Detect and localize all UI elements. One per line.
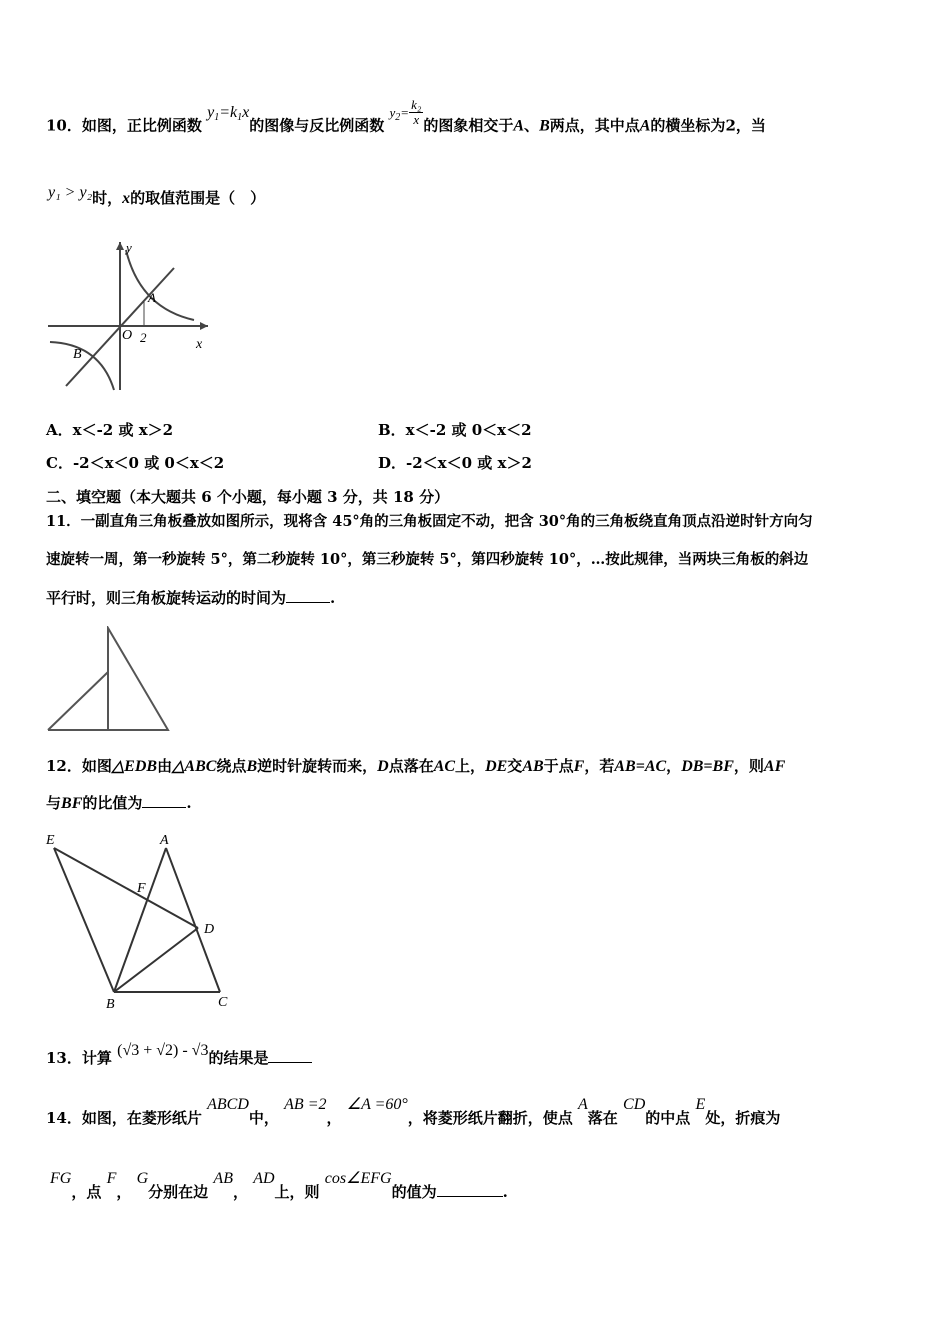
q10-text: 的横坐标为 xyxy=(650,116,726,135)
f1-sub: 1 xyxy=(214,111,220,123)
label-b: B xyxy=(73,347,82,362)
m-cos-efg: cos∠EFG xyxy=(324,1170,392,1187)
m-cd: CD xyxy=(623,1096,646,1113)
period: . xyxy=(186,794,192,812)
m-g: G xyxy=(136,1170,149,1187)
q13-expression: (√3 + √2) - √3 xyxy=(117,1042,209,1059)
m-fg: FG xyxy=(50,1170,72,1187)
m-f: F xyxy=(573,758,585,775)
q14-text: ， xyxy=(116,1183,132,1201)
q14-text: ，点 xyxy=(71,1183,102,1201)
f1-x: x xyxy=(242,103,250,121)
q13-text: 的结果是 xyxy=(208,1049,269,1067)
m-d: D xyxy=(377,758,389,775)
answer-blank[interactable] xyxy=(142,807,186,808)
q10-text: 的取值范围是（ ） xyxy=(130,189,266,207)
option-c[interactable]: C．-2＜x＜0 或 0＜x＜2 xyxy=(46,454,225,472)
q13-text: 13．计算 xyxy=(46,1049,112,1067)
f2-sub: 2 xyxy=(395,111,401,123)
f1-sub2: 1 xyxy=(237,111,243,123)
var-x: x xyxy=(122,190,131,207)
q10-text: 时， xyxy=(92,189,123,207)
label-d: D xyxy=(204,922,215,937)
point-a: A xyxy=(513,117,525,135)
q14-text: ，将菱形纸片翻折，使点 xyxy=(407,1109,573,1127)
q12-text: ， xyxy=(666,757,682,775)
m-f: F xyxy=(106,1170,117,1187)
q10-text: 、 xyxy=(524,116,540,135)
q14-line1 xyxy=(46,1096,781,1129)
m-ad: AD xyxy=(253,1170,275,1187)
period: . xyxy=(330,589,336,607)
q10-text: 两点，其中点 xyxy=(549,116,640,135)
q11-line3 xyxy=(46,588,335,608)
label-c: C xyxy=(218,995,228,1010)
q14-text: 分别在边 xyxy=(148,1183,209,1201)
q12-text: 与 xyxy=(46,794,62,812)
q12-text: 逆时针旋转而来， xyxy=(257,757,378,775)
q10-graph-figure xyxy=(48,238,218,398)
label-a: A xyxy=(148,290,156,305)
point-b: B xyxy=(539,117,550,135)
q14-text: 14．如图，在菱形纸片 xyxy=(46,1109,202,1127)
segment-ac xyxy=(166,848,220,992)
q11-line1: 11．一副直角三角板叠放如图所示，现将含 45°角的三角板固定不动，把含 30°角的三角板绕直角顶点沿逆时针方向匀 xyxy=(46,513,813,530)
q14-line2 xyxy=(50,1170,508,1203)
q10-text: 的图象相交于 xyxy=(423,116,514,135)
label-y: y xyxy=(126,240,132,255)
condition-y1-gt-y2: y₁ > y₂ xyxy=(48,184,93,201)
label-2: 2 xyxy=(140,330,147,345)
q10-line2 xyxy=(48,184,266,209)
q12-text: 点落在 xyxy=(388,757,434,775)
q14-text: 的中点 xyxy=(645,1109,691,1127)
q12-text: 交 xyxy=(507,757,523,775)
q10-line1 xyxy=(46,97,766,142)
m-ab-ac: AB=AC xyxy=(614,758,667,775)
answer-blank[interactable] xyxy=(437,1196,503,1197)
m-de: DE xyxy=(485,758,508,775)
q12-text: 绕点 xyxy=(216,757,247,775)
q14-text: 的值为 xyxy=(391,1183,437,1201)
q12-line1 xyxy=(46,756,785,777)
q12-rotation-figure xyxy=(44,830,240,1012)
m-ac: AC xyxy=(433,758,456,775)
segment-ed xyxy=(54,848,198,928)
q14-text: 落在 xyxy=(587,1109,618,1127)
answer-blank[interactable] xyxy=(268,1062,312,1063)
q12-text: 由 xyxy=(157,757,173,775)
q14-text: ， xyxy=(326,1109,342,1127)
m-b: B xyxy=(246,758,258,775)
hyperbola-branch-2 xyxy=(50,342,114,390)
label-e: E xyxy=(46,833,55,848)
q12-text: ，若 xyxy=(584,757,615,775)
option-d[interactable]: D．-2＜x＜0 或 x＞2 xyxy=(378,454,532,472)
q10-text: ，当 xyxy=(735,116,766,135)
q12-text: 上， xyxy=(455,757,486,775)
option-a[interactable]: A．x＜-2 或 x＞2 xyxy=(46,421,174,439)
q13-line xyxy=(46,1042,312,1069)
m-af: AF xyxy=(763,758,786,775)
frac-num: k₂ xyxy=(411,97,422,112)
m-ab-eq-2: AB =2 xyxy=(284,1096,327,1113)
q11-triangles-figure xyxy=(46,626,172,734)
label-x: x xyxy=(196,337,203,352)
m-ab: AB xyxy=(213,1170,233,1187)
label-b: B xyxy=(106,997,115,1012)
m-a: A xyxy=(578,1096,588,1113)
triangle-45-hypotenuse xyxy=(48,672,108,730)
m-abc: △ABC xyxy=(172,758,217,775)
q12-text: ，则 xyxy=(733,757,764,775)
q14-text: ， xyxy=(232,1183,248,1201)
label-f: F xyxy=(137,881,146,896)
m-ab: AB xyxy=(522,758,544,775)
q10-number-2: 2 xyxy=(725,116,736,135)
fraction-k2-over-x xyxy=(409,98,423,127)
f1-y: y xyxy=(207,103,215,121)
q12-text: 于点 xyxy=(543,757,574,775)
f1-eq: =k xyxy=(219,103,238,121)
y-arrow xyxy=(116,242,124,250)
m-bf: BF xyxy=(61,795,83,812)
m-edb: △EDB xyxy=(111,758,158,775)
f2-eq: = xyxy=(400,104,410,120)
m-e: E xyxy=(695,1096,706,1113)
q12-text: 12．如图 xyxy=(46,757,112,775)
answer-blank[interactable] xyxy=(286,602,330,603)
triangle-30 xyxy=(108,628,168,730)
section-heading: 二、填空题（本大题共 6 个小题，每小题 3 分，共 18 分） xyxy=(46,488,450,506)
q14-text: 上，则 xyxy=(274,1183,320,1201)
point-a: A xyxy=(639,117,651,135)
q14-text: 处，折痕为 xyxy=(705,1109,781,1127)
formula-y2 xyxy=(389,104,410,123)
formula-y1 xyxy=(207,104,249,121)
m-abcd: ABCD xyxy=(207,1096,249,1113)
q11-text: 平行时，则三角板旋转运动的时间为 xyxy=(46,589,287,607)
period: . xyxy=(502,1183,508,1201)
frac-den: x xyxy=(413,112,420,127)
segment-eb xyxy=(54,848,114,992)
m-angle-a: ∠A =60° xyxy=(346,1096,408,1113)
q14-text: 中， xyxy=(248,1109,279,1127)
q10-text: 的图像与反比例函数 xyxy=(249,116,385,135)
label-o: O xyxy=(122,328,133,343)
q12-line2 xyxy=(46,793,192,814)
label-a: A xyxy=(160,833,169,848)
q10-text: 如图，正比例函数 xyxy=(81,116,202,135)
q10-number: 10． xyxy=(46,116,82,135)
option-b[interactable]: B．x＜-2 或 0＜x＜2 xyxy=(378,421,532,439)
x-arrow xyxy=(200,322,208,330)
f2-y: y xyxy=(389,104,396,120)
m-db-bf: DB=BF xyxy=(681,758,734,775)
q12-text: 的比值为 xyxy=(82,794,143,812)
segment-ba xyxy=(114,848,166,992)
q11-line2: 速旋转一周，第一秒旋转 5°，第二秒旋转 10°，第三秒旋转 5°，第四秒旋转 10°，…按此规律，当两块三角板的斜边 xyxy=(46,551,809,568)
